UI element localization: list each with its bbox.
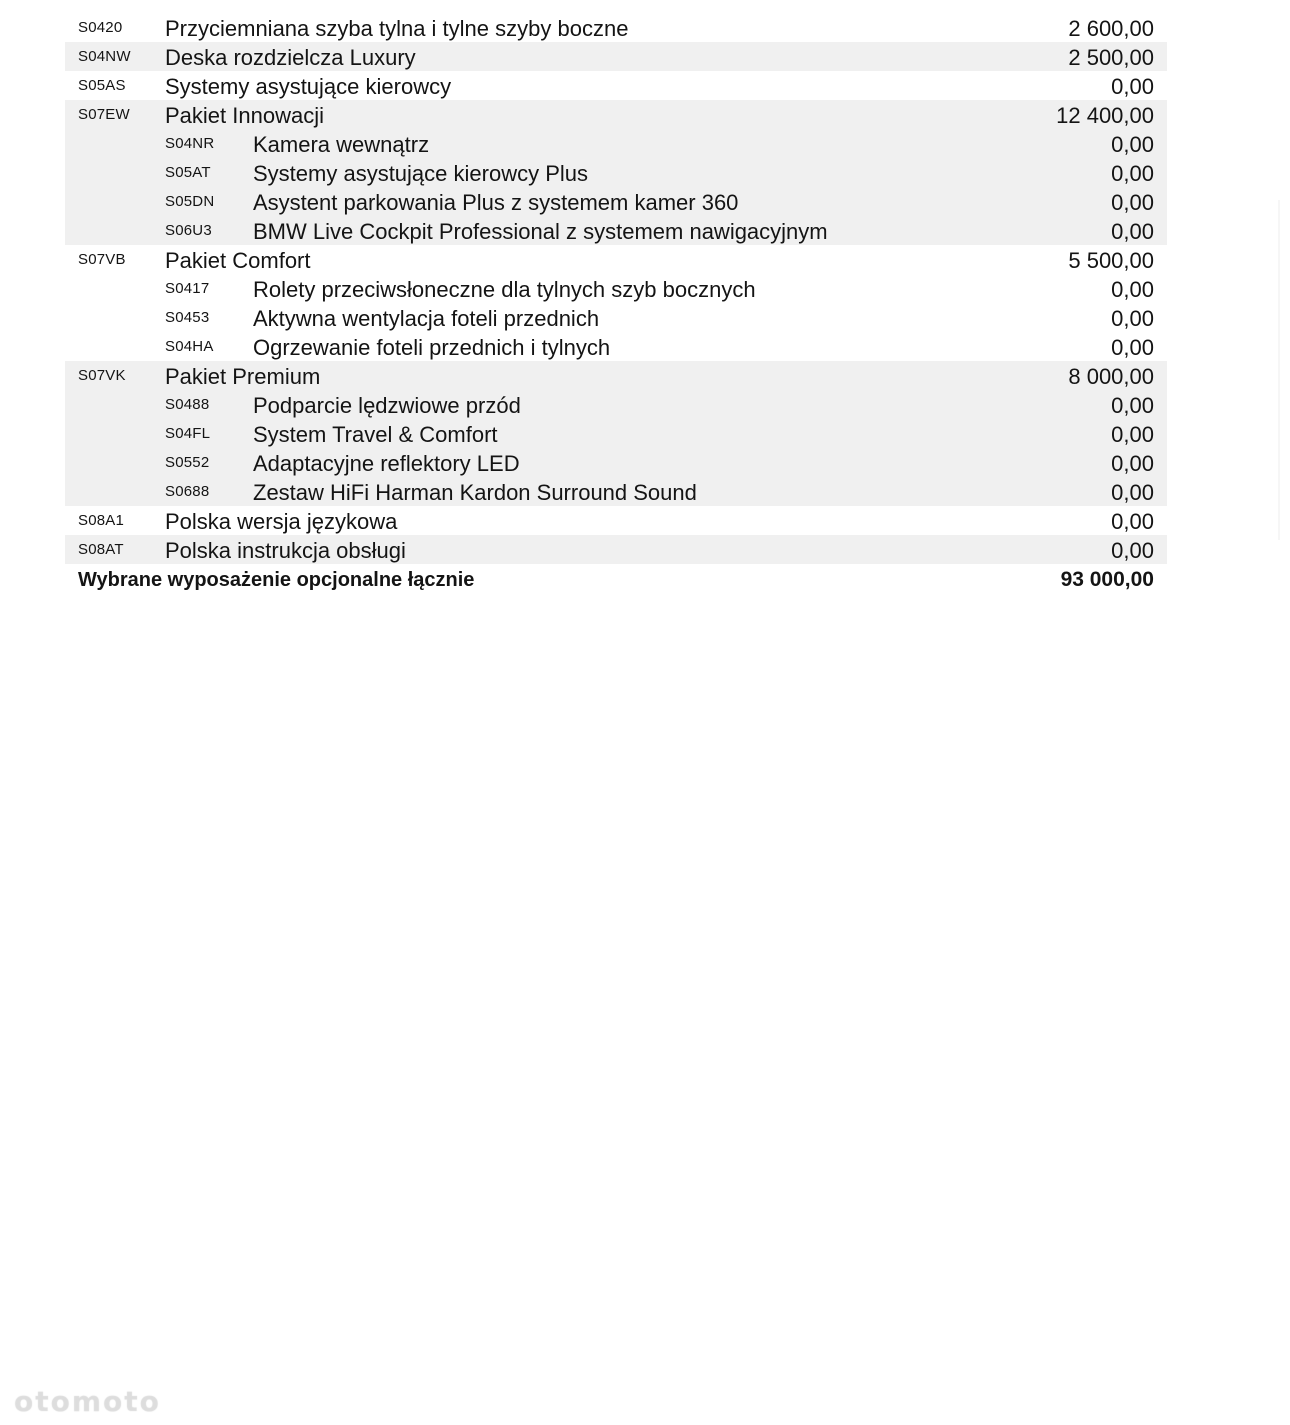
option-code: S04FL [165, 425, 211, 442]
option-label: System Travel & Comfort [253, 422, 498, 447]
package-label: Pakiet Premium [165, 364, 321, 389]
option-label: Przyciemniana szyba tylna i tylne szyby boczne [165, 16, 629, 41]
option-label: Asystent parkowania Plus z systemem kamer 360 [253, 190, 739, 215]
page-edge-shadow [1278, 200, 1280, 540]
option-price: 2 500,00 [1068, 45, 1154, 70]
total-label: Wybrane wyposażenie opcjonalne łącznie [78, 569, 475, 591]
option-label: Podparcie lędzwiowe przód [253, 393, 521, 418]
package-sub-row [65, 158, 1167, 187]
option-code: S04HA [165, 338, 214, 355]
option-code: S08A1 [78, 512, 125, 529]
option-code: S0417 [165, 280, 210, 297]
option-label: Polska wersja językowa [165, 509, 398, 534]
watermark-logo: otomoto [14, 1385, 161, 1418]
option-code: S05DN [165, 193, 215, 210]
package-price: 5 500,00 [1068, 248, 1154, 273]
option-code: S0688 [165, 483, 210, 500]
option-code: S06U3 [165, 222, 212, 239]
package-row-comfort [65, 245, 1167, 274]
option-code: S08AT [78, 541, 124, 558]
package-sub-row [65, 448, 1167, 477]
package-sub-row [65, 216, 1167, 245]
package-sub-row [65, 332, 1167, 361]
option-code: S07VK [78, 367, 126, 384]
option-code: S05AT [165, 164, 211, 181]
option-label: Systemy asystujące kierowcy [165, 74, 452, 99]
option-price: 0,00 [1111, 161, 1154, 186]
package-sub-row [65, 274, 1167, 303]
option-price: 2 600,00 [1068, 16, 1154, 41]
option-price: 0,00 [1111, 132, 1154, 157]
package-sub-row [65, 390, 1167, 419]
option-price: 0,00 [1111, 219, 1154, 244]
option-label: Kamera wewnątrz [253, 132, 430, 157]
option-label: Deska rozdzielcza Luxury [165, 45, 416, 70]
option-label: Polska instrukcja obsługi [165, 538, 406, 563]
option-price: 0,00 [1111, 538, 1154, 563]
package-sub-row [65, 187, 1167, 216]
options-table [65, 13, 1167, 593]
option-price: 0,00 [1111, 480, 1154, 505]
option-code: S04NW [78, 48, 131, 65]
option-label: Zestaw HiFi Harman Kardon Surround Sound [253, 480, 697, 505]
package-row-innowacji [65, 100, 1167, 129]
option-label: Rolety przeciwsłoneczne dla tylnych szyb bocznych [253, 277, 756, 302]
option-row [65, 535, 1167, 564]
option-code: S0488 [165, 396, 210, 413]
option-price: 0,00 [1111, 277, 1154, 302]
option-code: S05AS [78, 77, 126, 94]
total-price: 93 000,00 [1060, 568, 1154, 591]
package-price: 12 400,00 [1056, 103, 1154, 128]
package-sub-row [65, 303, 1167, 332]
option-price: 0,00 [1111, 509, 1154, 534]
option-code: S0552 [165, 454, 210, 471]
package-row-premium [65, 361, 1167, 390]
option-price: 0,00 [1111, 74, 1154, 99]
package-sub-row [65, 477, 1167, 506]
option-label: Ogrzewanie foteli przednich i tylnych [253, 335, 611, 360]
option-price: 0,00 [1111, 335, 1154, 360]
option-row [65, 71, 1167, 100]
option-code: S0420 [78, 19, 123, 36]
option-price: 0,00 [1111, 451, 1154, 476]
total-row [65, 564, 1167, 593]
option-row [65, 42, 1167, 71]
option-price: 0,00 [1111, 422, 1154, 447]
option-code: S0453 [165, 309, 210, 326]
package-sub-row [65, 129, 1167, 158]
package-label: Pakiet Innowacji [165, 103, 324, 128]
option-row [65, 506, 1167, 535]
package-label: Pakiet Comfort [165, 248, 311, 273]
option-label: Aktywna wentylacja foteli przednich [253, 306, 600, 331]
option-price: 0,00 [1111, 393, 1154, 418]
option-code: S04NR [165, 135, 215, 152]
option-label: BMW Live Cockpit Professional z systemem nawigacyjnym [253, 219, 828, 244]
option-price: 0,00 [1111, 190, 1154, 215]
option-price: 0,00 [1111, 306, 1154, 331]
option-label: Systemy asystujące kierowcy Plus [253, 161, 588, 186]
option-code: S07EW [78, 106, 130, 123]
package-sub-row [65, 419, 1167, 448]
option-label: Adaptacyjne reflektory LED [253, 451, 520, 476]
package-price: 8 000,00 [1068, 364, 1154, 389]
option-row [65, 13, 1167, 42]
option-code: S07VB [78, 251, 126, 268]
